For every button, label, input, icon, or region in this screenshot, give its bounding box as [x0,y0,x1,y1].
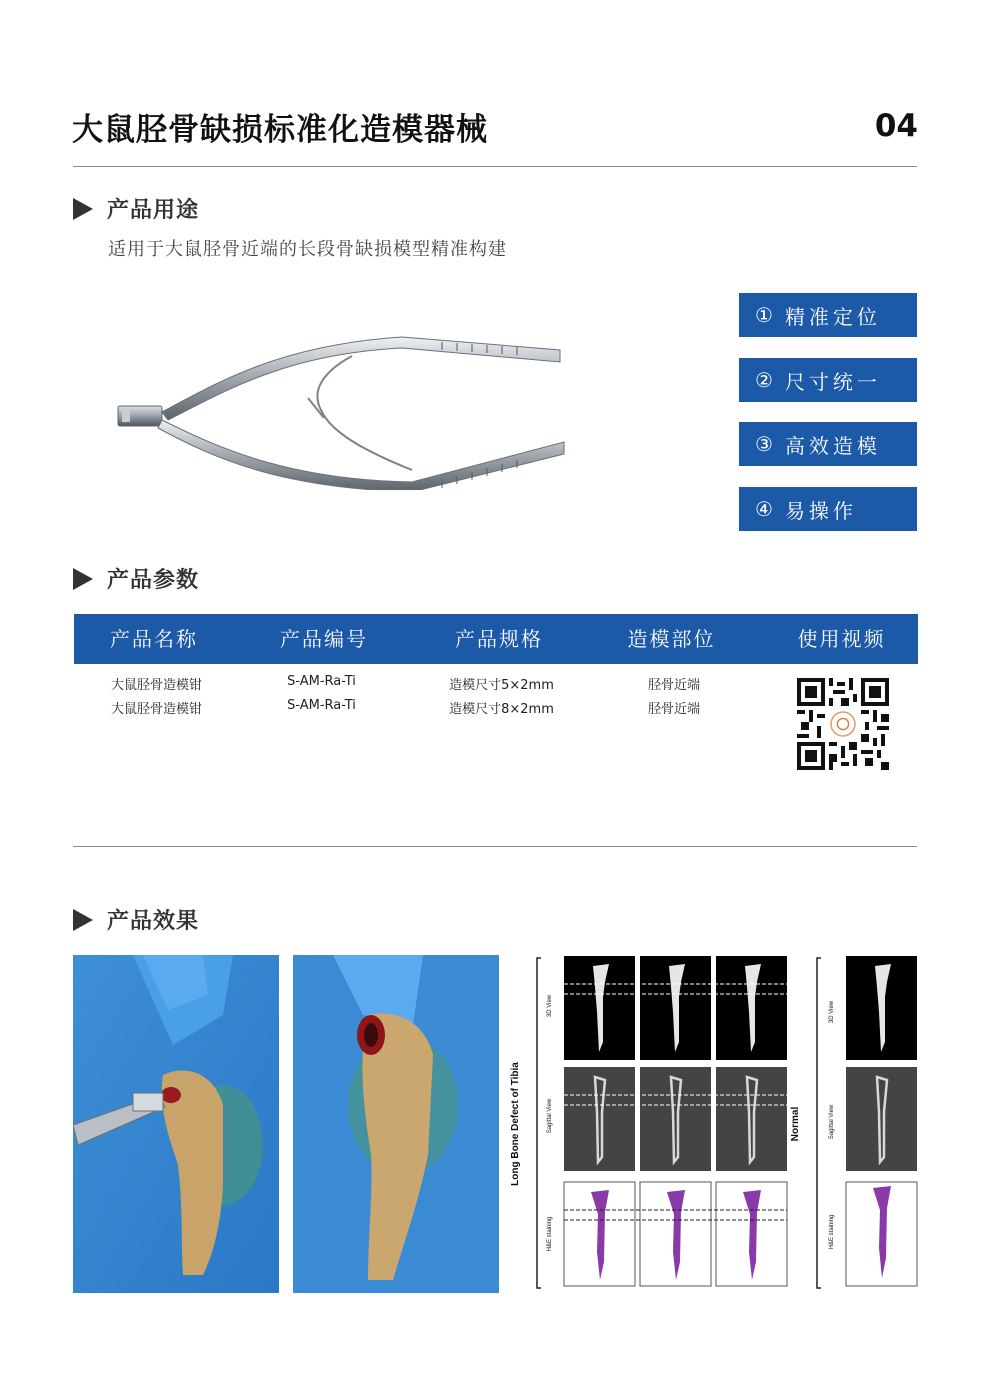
usage-heading: 产品用途 [107,198,200,223]
feature-label: 高效造模 [784,433,881,458]
params-section-heading [73,563,199,594]
effect-section-heading [73,904,199,935]
usage-section-heading [73,193,199,224]
feature-label: 尺寸统一 [784,369,881,394]
cell-name: 大鼠胫骨造模钳 [110,678,202,693]
column-header: 产品规格 [455,627,543,651]
row-label-he: H&E staining [547,1216,553,1252]
column-header: 产品名称 [110,627,198,651]
page-number: 04 [874,108,918,144]
feature-badge-1 [739,293,917,337]
ct-histology-figure [505,952,920,1292]
row-label-3d: 3D View [829,1000,835,1024]
cell-spec: 造模尺寸5×2mm [449,678,554,693]
cell-site: 胫骨近端 [647,678,700,693]
column-header: 造模部位 [627,627,716,651]
cell-site: 胫骨近端 [647,702,700,717]
surgery-photo-2 [293,955,499,1293]
feature-number: ① [755,303,773,327]
page-title: 大鼠胫骨缺损标准化造模器械 [72,112,488,148]
triangle-bullet-icon [73,198,93,220]
header-divider [73,166,917,167]
feature-badge-3 [739,422,917,466]
column-header: 使用视频 [797,627,886,651]
effect-heading: 产品效果 [107,909,200,934]
table-row [74,698,918,722]
cell-spec: 造模尺寸8×2mm [449,702,554,717]
feature-number: ④ [755,497,773,521]
cell-name: 大鼠胫骨造模钳 [110,702,202,717]
feature-label: 精准定位 [784,304,881,329]
params-table-header [74,614,918,664]
forceps-image [112,320,572,490]
feature-badge-2 [739,358,917,402]
feature-label: 易操作 [784,498,857,523]
row-label-sagittal: Sagittal View [829,1104,835,1140]
surgery-photo-1 [73,955,279,1293]
section-divider [73,846,917,847]
group-label-defect: Long Bone Defect of Tibia [510,1062,521,1186]
cell-code: S-AM-Ra-Ti [287,698,356,713]
triangle-bullet-icon [73,568,93,590]
qr-code-icon[interactable] [797,678,889,770]
triangle-bullet-icon [73,909,93,931]
column-header: 产品编号 [280,627,368,651]
feature-badge-4 [739,487,917,531]
table-row [74,674,918,698]
group-label-normal: Normal [790,1106,801,1142]
feature-number: ② [755,368,773,392]
cell-code: S-AM-Ra-Ti [287,674,356,689]
row-label-he: H&E staining [829,1214,835,1250]
feature-number: ③ [755,432,773,456]
row-label-sagittal: Sagittal View [547,1098,553,1134]
params-heading: 产品参数 [107,568,200,593]
usage-text: 适用于大鼠胫骨近端的长段骨缺损模型精准构建 [108,239,507,260]
row-label-3d: 3D View [547,994,553,1018]
